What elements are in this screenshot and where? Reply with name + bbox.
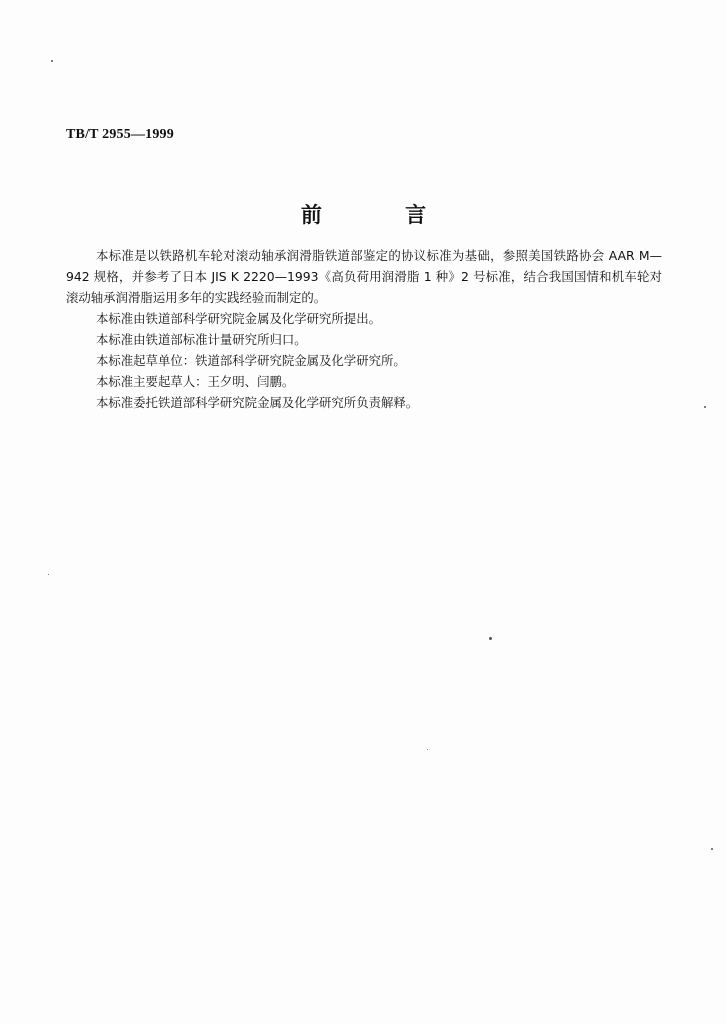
page-title: 前 言 <box>300 203 465 227</box>
paragraph-drafting-unit: 本标准起草单位：铁道部科学研究院金属及化学研究所。 <box>96 353 406 368</box>
scan-speck <box>711 848 713 850</box>
paragraph-interpretation: 本标准委托铁道部科学研究院金属及化学研究所负责解释。 <box>96 395 419 410</box>
scan-speck <box>427 749 428 750</box>
scan-speck <box>48 574 49 575</box>
paragraph-centralized-by: 本标准由铁道部标准计量研究所归口。 <box>96 332 307 347</box>
scan-speck <box>51 60 53 62</box>
paragraph-basis: 本标准是以铁路机车轮对滚动轴承润滑脂铁道部鉴定的协议标准为基础，参照美国铁路协会 AAR M—942 规格，并参考了日本 JIS K 2220—1993《高负荷用润滑脂 1 种》2 号标准，结合我国国情和机车轮对滚动轴承润滑脂运用多年的实践经验而制定的。 <box>66 248 662 305</box>
foreword-body <box>66 245 662 413</box>
scan-speck <box>704 406 706 408</box>
paragraph-main-drafters: 本标准主要起草人：王夕明、闫鹏。 <box>96 374 295 389</box>
standard-code: TB/T 2955—1999 <box>66 127 174 142</box>
paragraph-proposed-by: 本标准由铁道部科学研究院金属及化学研究所提出。 <box>96 311 381 326</box>
scan-speck <box>489 637 492 640</box>
